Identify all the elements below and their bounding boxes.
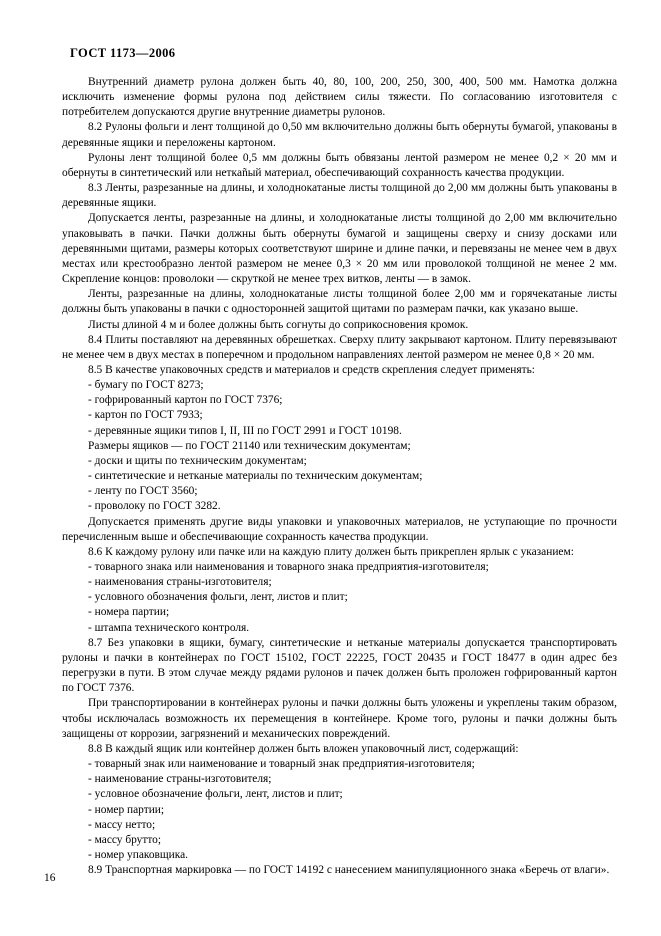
list-item: - деревянные ящики типов I, II, III по ГОСТ 2991 и ГОСТ 10198. xyxy=(88,424,402,437)
paragraph: Допускается ленты, разрезанные на длины, и холоднокатаные листы толщиной до 2,00 мм включительно упаковывать в пачки. Пачки должны быть обернуты бумагой и защищены сверху и снизу досками или деревянными щитами, размеры которых соответствуют ширине и длине пачки, и перевязаны не менее чем в двух местах или крестообразно лентой размером не менее 0,3 × 20 мм или проволокой толщиной не менее 2 мм. Скрепление концов: проволоки — скруткой не менее трех витков, ленты — в замок. xyxy=(62,212,617,286)
paragraph: 8.6 К каждому рулону или пачке или на каждую плиту должен быть прикреплен ярлык с указанием: xyxy=(88,545,574,558)
paragraph: Допускается применять другие виды упаковки и упаковочных материалов, не уступающие по прочности перечисленным выше и обеспечивающие сохранность качества продукции. xyxy=(62,515,617,543)
page-header: ГОСТ 1173—2006 xyxy=(70,46,176,60)
paragraph: При транспортировании в контейнерах рулоны и пачки должны быть уложены и укреплены таким образом, чтобы исключалась возможность их перемещения в контейнере. Кроме того, рулоны и пачки должны быть защищены от коррозии, загрязнений и механических повреждений. xyxy=(62,697,617,740)
list-item: - номер упаковщика. xyxy=(88,848,189,861)
list-item: - бумагу по ГОСТ 8273; xyxy=(88,379,204,392)
list-item: - наименования страны-изготовителя; xyxy=(88,576,272,589)
page-number: 16 xyxy=(44,872,56,884)
paragraph: Внутренний диаметр рулона должен быть 40, 80, 100, 200, 250, 300, 400, 500 мм. Намотка должна исключить изменение формы рулона под действием силы тяжести. По согласованию изготовителя с потребителем допускаются другие внутренние диаметры рулонов. xyxy=(62,76,617,119)
list-item: - товарный знак или наименование и товарный знак предприятия-изготовителя; xyxy=(88,758,475,771)
paragraph: Размеры ящиков — по ГОСТ 21140 или техническим документам; xyxy=(88,439,411,452)
list-item: - проволоку по ГОСТ 3282. xyxy=(88,500,221,513)
list-item: - массу нетто; xyxy=(88,818,156,831)
paragraph: Ленты, разрезанные на длины, холоднокатаные листы толщиной более 2,00 мм и горячекатаные листы должны быть упакованы в пачки с односторонней защитой щитами по размерам пачки, как указано выше. xyxy=(62,288,617,316)
list-item: - синтетические и нетканые материалы по техническим документам; xyxy=(88,470,423,483)
paragraph: 8.4 Плиты поставляют на деревянных обрешетках. Сверху плиту закрывают картоном. Плиту перевязывают не менее чем в двух местах в поперечном и продольном направлениях лентой размером не менее 0,8 × 20 мм. xyxy=(62,333,617,361)
paragraph: 8.3 Ленты, разрезанные на длины, и холоднокатаные листы толщиной до 2,00 мм должны быть упакованы в деревянные ящики. xyxy=(62,182,617,210)
list-item: - массу брутто; xyxy=(88,833,162,846)
list-item: - доски и щиты по техническим документам; xyxy=(88,454,307,467)
list-item: - номера партии; xyxy=(88,606,170,619)
paragraph: 8.5 В качестве упаковочных средств и материалов и средств скрепления следует применять: xyxy=(88,363,535,376)
list-item: - штампа технического контроля. xyxy=(88,621,250,634)
list-item: - условного обозначения фольги, лент, листов и плит; xyxy=(88,591,348,604)
list-item: - номер партии; xyxy=(88,803,165,816)
list-item: - картон по ГОСТ 7933; xyxy=(88,409,203,422)
list-item: - гофрированный картон по ГОСТ 7376; xyxy=(88,394,283,407)
paragraph: 8.2 Рулоны фольги и лент толщиной до 0,50 мм включительно должны быть обернуты бумагой, упакованы в деревянные ящики и переложены картоном. xyxy=(62,121,617,149)
paragraph: Рулоны лент толщиной более 0,5 мм должны быть обвязаны лентой размером не менее 0,2 × 20 мм и обернуты в синтетический или неткañый материал, обеспечивающий сохранность качества продукции. xyxy=(62,151,617,179)
list-item: - условное обозначение фольги, лент, листов и плит; xyxy=(88,788,343,801)
list-item: - товарного знака или наименования и товарного знака предприятия-изготовителя; xyxy=(88,561,489,573)
list-item: - наименование страны-изготовителя; xyxy=(88,773,272,786)
list-item: - ленту по ГОСТ 3560; xyxy=(88,485,198,498)
paragraph: 8.9 Транспортная маркировка — по ГОСТ 14192 с нанесением манипуляционного знака «Беречь от влаги». xyxy=(88,864,610,877)
paragraph: 8.7 Без упаковки в ящики, бумагу, синтетические и нетканые материалы допускается транспортировать рулоны и пачки в контейнерах по ГОСТ 15102, ГОСТ 22225, ГОСТ 20435 и ГОСТ 18477 в один адрес без перегрузки в пути. В этом случае между рядами рулонов и пачек должен быть проложен гофрированный картон по ГОСТ 7376. xyxy=(62,636,617,695)
document-body xyxy=(62,75,617,878)
paragraph: 8.8 В каждый ящик или контейнер должен быть вложен упаковочный лист, содержащий: xyxy=(88,742,519,755)
paragraph: Листы длиной 4 м и более должны быть согнуты до соприкосновения кромок. xyxy=(88,318,469,331)
